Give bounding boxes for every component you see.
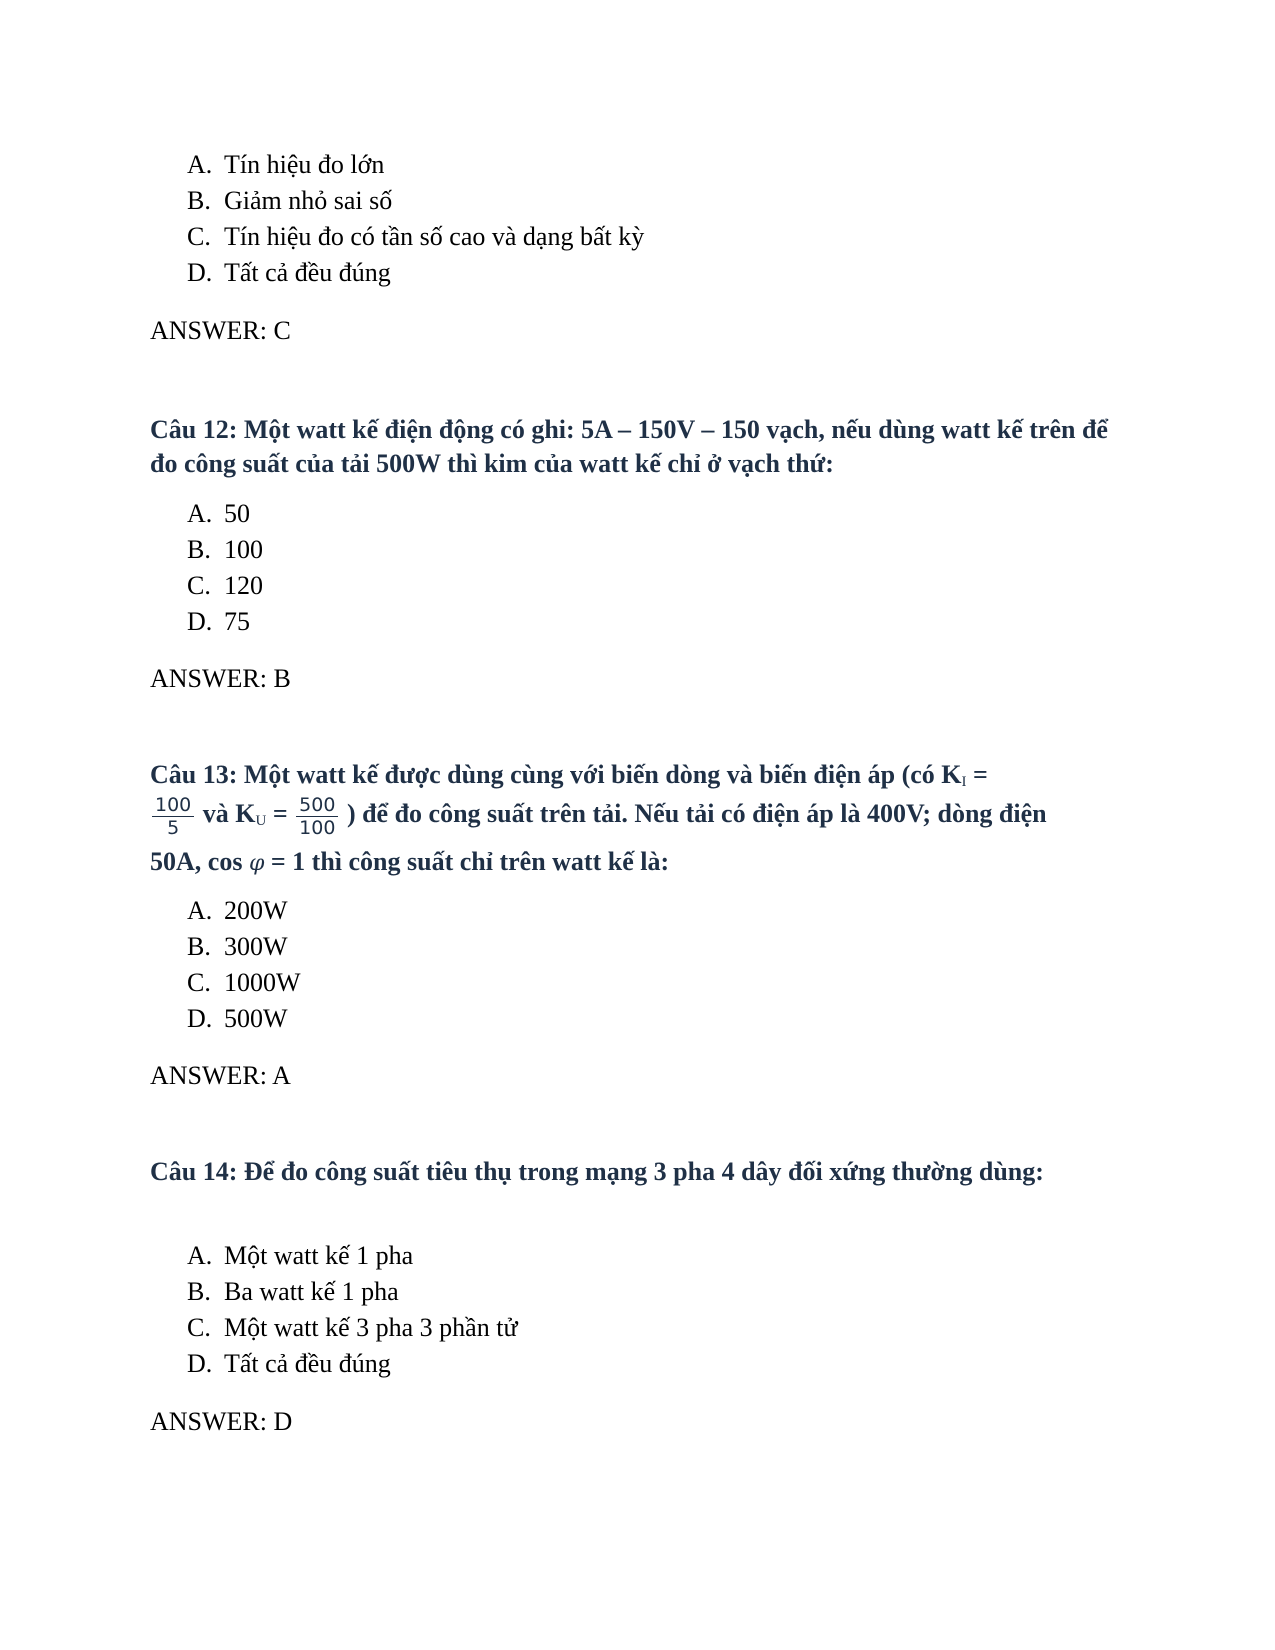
q12-option-c: C. 120 xyxy=(187,571,263,600)
q12-answer: ANSWER: B xyxy=(150,664,291,693)
q13-option-d: D. 500W xyxy=(187,1004,288,1033)
q14-option-d: D. Tất cả đều đúng xyxy=(187,1349,391,1378)
q13-question-line2: $\frac{100}{5}$ và $K_U$ = $\frac{500}{100}$ ) để đo công suất trên tải. Nếu tải có điện áp là 400V; dòng điện xyxy=(150,786,1047,849)
q14-option-b: B. Ba watt kế 1 pha xyxy=(187,1277,399,1306)
q11-option-d: D. Tất cả đều đúng xyxy=(187,258,391,287)
q14-question: Câu 14: Để đo công suất tiêu thụ trong mạng 3 pha 4 dây đối xứng thường dùng: xyxy=(150,1157,1044,1186)
q11-options xyxy=(187,147,644,291)
q13-options xyxy=(187,893,301,1037)
q13-option-b: B. 300W xyxy=(187,932,288,961)
q13-option-c: C. 1000W xyxy=(187,968,301,997)
q11-option-b: B. Giảm nhỏ sai số xyxy=(187,186,393,215)
q13-question-line3: 50A, cos φ = 1 thì công suất chỉ trên watt kế là: xyxy=(150,847,670,876)
q11-answer: ANSWER: C xyxy=(150,316,291,345)
q14-options xyxy=(187,1238,518,1382)
q11-option-c: C. Tín hiệu đo có tần số cao và dạng bất kỳ xyxy=(187,222,645,251)
phi-symbol: φ xyxy=(248,851,265,876)
q12-question: Câu 12: Một watt kế điện động có ghi: 5A – 150V – 150 vạch, nếu dùng watt kế trên để đo công suất của tải 500W thì kim của watt kế chỉ ở vạch thứ: xyxy=(150,415,1108,478)
q13-option-a: A. 200W xyxy=(187,896,288,925)
k-u-subscript: U xyxy=(255,813,267,829)
q12-option-a: A. 50 xyxy=(187,499,250,528)
q12-options xyxy=(187,496,263,640)
k-i-subscript: I xyxy=(961,774,967,790)
q13-question-line1: Câu 13: Một watt kế được dùng cùng với biến dòng và biến điện áp (có $K_I$ = xyxy=(150,760,988,790)
q13-answer: ANSWER: A xyxy=(150,1061,291,1090)
q14-option-a: A. Một watt kế 1 pha xyxy=(187,1241,414,1270)
q12-option-b: B. 100 xyxy=(187,535,263,564)
q11-option-a: A. Tín hiệu đo lớn xyxy=(187,150,385,179)
fraction-ku: $\frac{500}{100}$ xyxy=(296,794,338,839)
fraction-ki: $\frac{100}{5}$ xyxy=(152,794,194,839)
q14-option-c: C. Một watt kế 3 pha 3 phần tử xyxy=(187,1313,518,1342)
q14-answer: ANSWER: D xyxy=(150,1407,293,1436)
q12-option-d: D. 75 xyxy=(187,607,250,636)
